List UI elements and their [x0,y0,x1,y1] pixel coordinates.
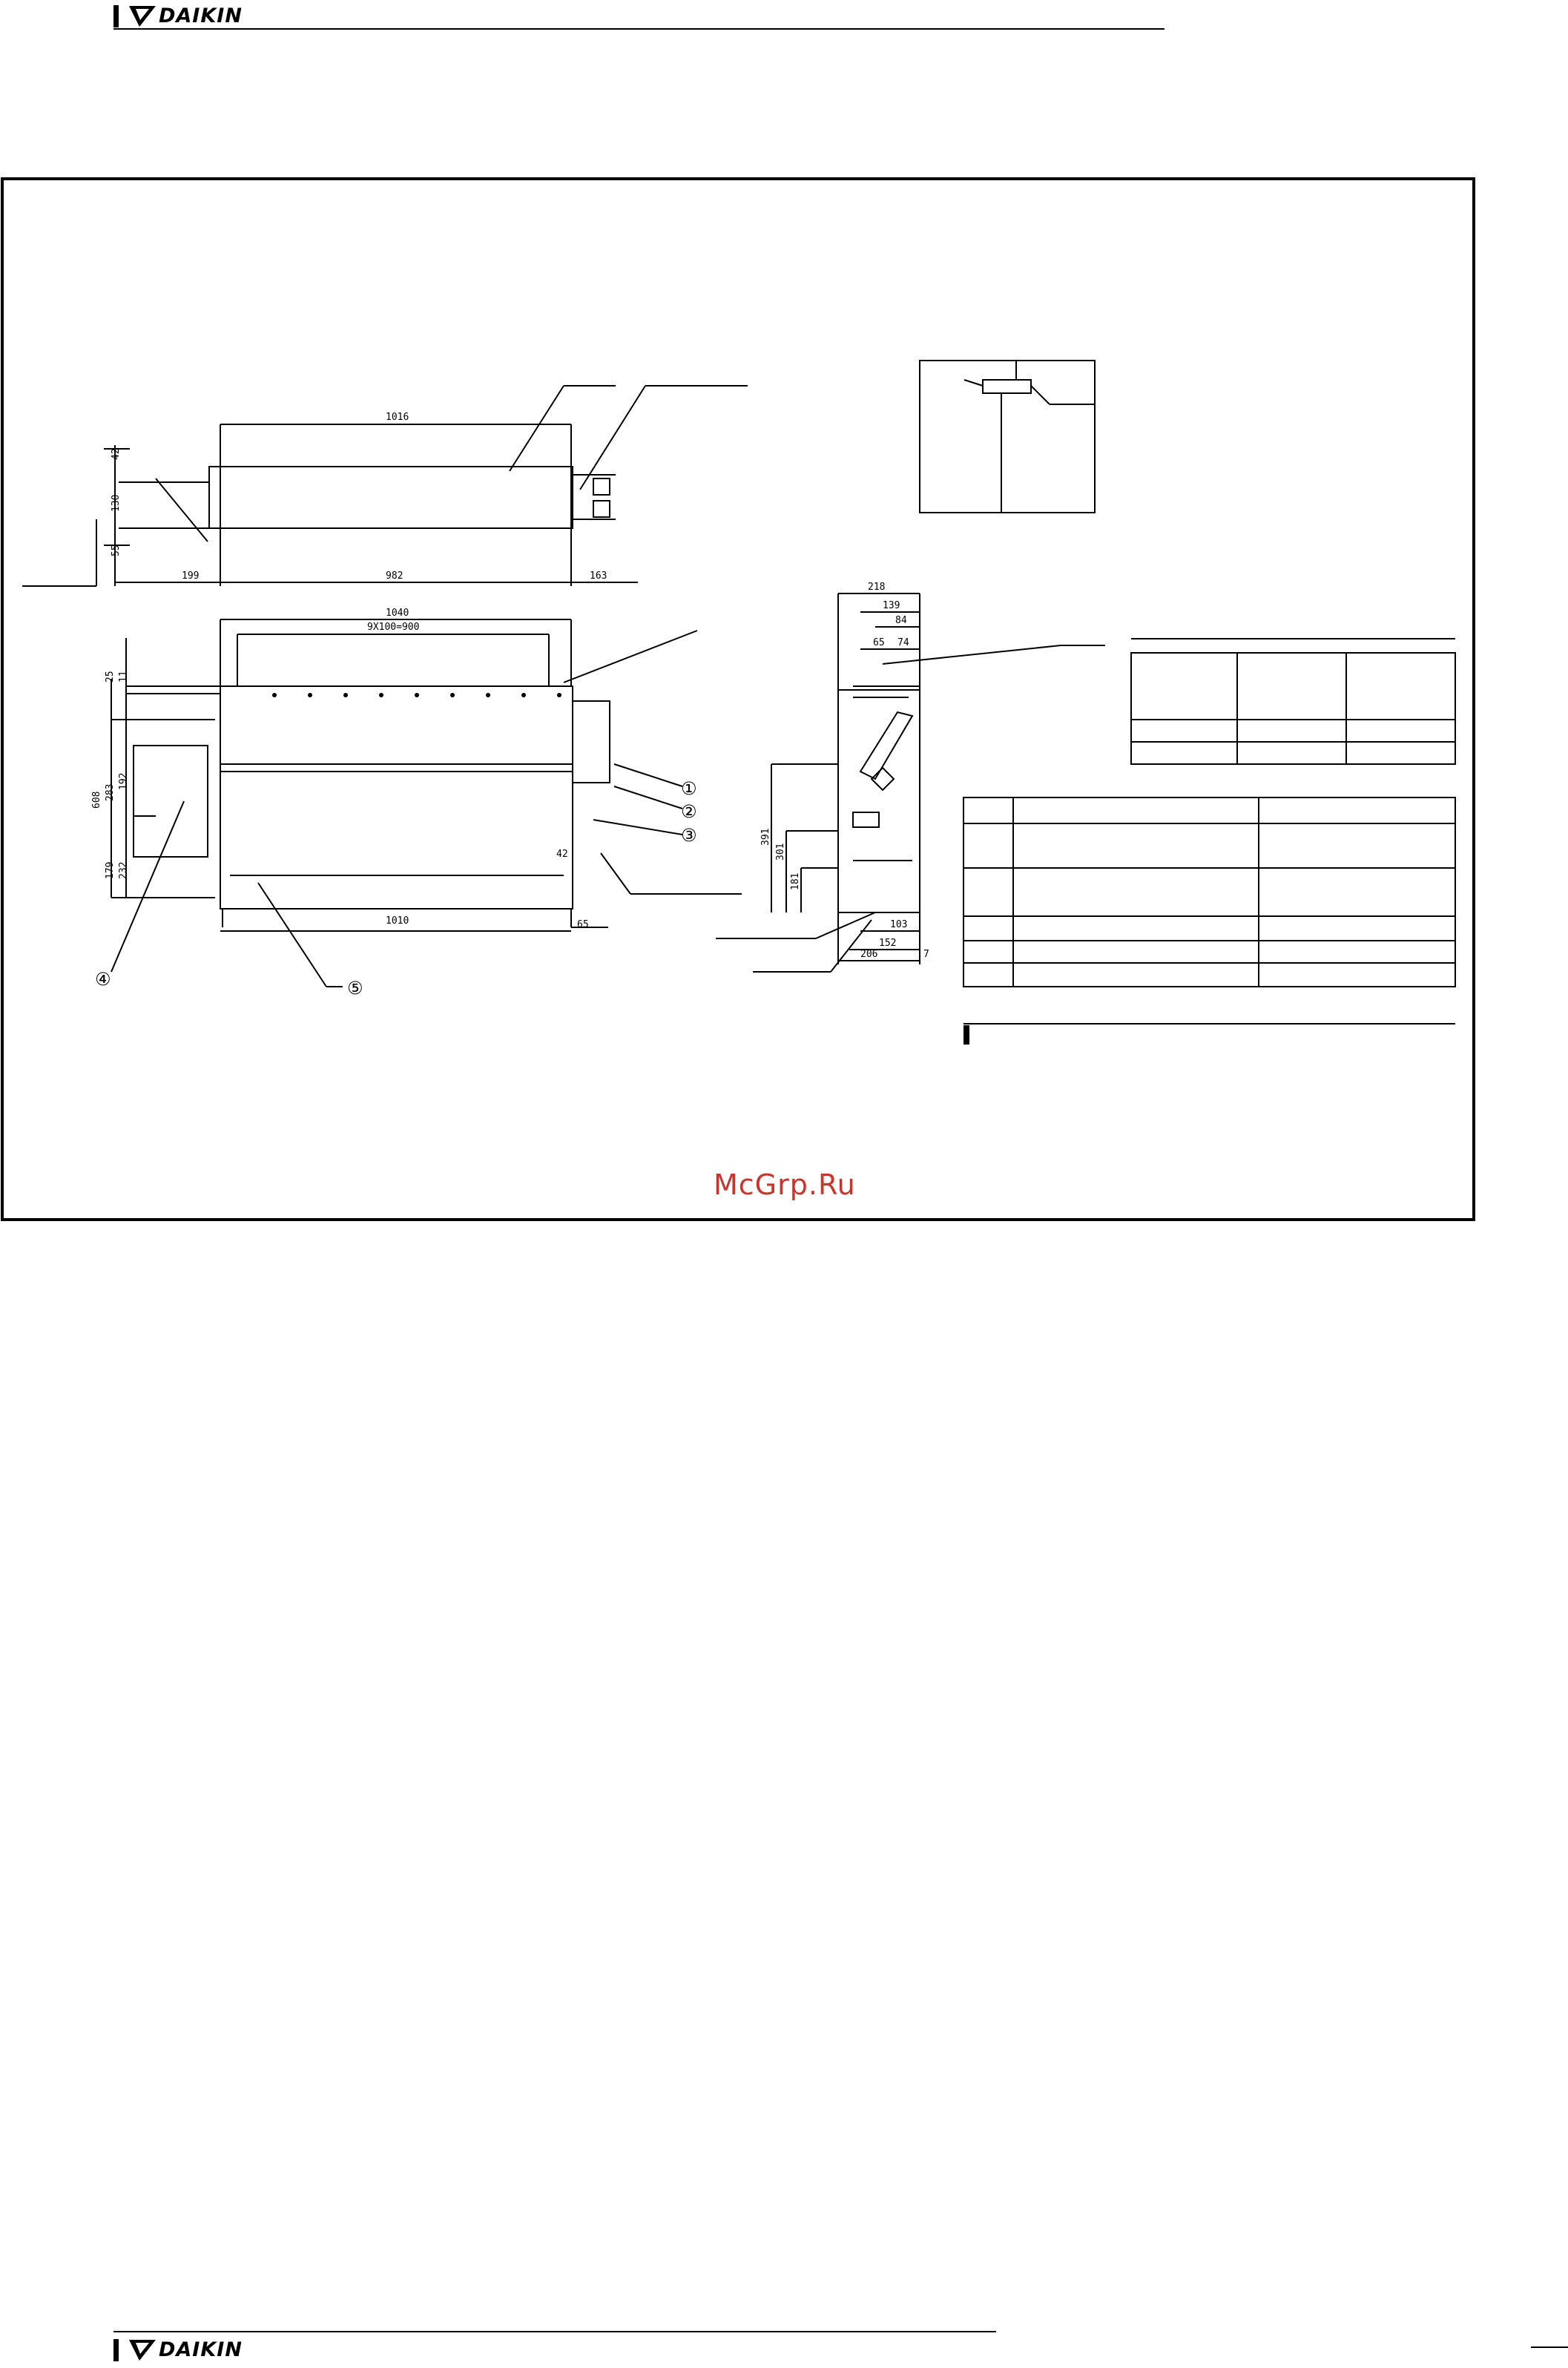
detail-box [920,361,1095,513]
callout-4: ④ [95,969,111,990]
footer-logo-bar [113,2339,119,2361]
dim-side-84: 84 [895,615,907,626]
callout-3: ③ [681,825,697,846]
daikin-logo-icon [129,2340,156,2361]
dim-side-7: 7 [923,949,929,960]
watermark: McGrp.Ru [714,1168,856,1201]
callout-5: ⑤ [347,978,363,999]
spec-table-2 [963,797,1455,987]
callout-2: ② [681,801,697,822]
dim-front-42: 42 [556,849,568,860]
footer-rule [113,2331,996,2332]
dim-front-65: 65 [577,919,589,930]
dim-front-width: 1040 [386,608,409,619]
dim-side-391: 391 [760,828,771,846]
dim-front-25: 25 [105,671,116,683]
top-view-body [209,467,573,528]
dim-side-301: 301 [775,843,786,861]
dim-top-b2: 982 [386,570,403,582]
dim-side-181: 181 [790,872,801,890]
dim-top-v2: 130 [111,494,122,512]
dim-front-11: 11 [118,671,129,683]
dim-front-283: 283 [105,783,116,801]
footer-logo [113,2338,243,2361]
dim-front-192: 192 [118,772,129,790]
dim-side-218: 218 [868,582,886,593]
dim-front-pitch: 9X100=900 [367,622,420,633]
dim-top-v1: 42 [111,448,122,460]
dim-side-152: 152 [879,938,897,949]
dim-side-139: 139 [883,600,900,611]
dim-top-v3: 55 [111,545,122,556]
spec-table-1 [1131,653,1455,764]
callout-1: ① [681,778,697,799]
dim-side-74: 74 [897,637,909,648]
dim-side-65: 65 [873,637,885,648]
dim-top-width: 1016 [386,412,409,423]
dim-top-b3: 163 [590,570,607,582]
dim-front-179: 179 [105,861,116,879]
dim-side-103: 103 [890,919,908,930]
dim-front-608: 608 [91,791,102,809]
dim-front-bottom: 1010 [386,915,409,927]
dim-side-206: 206 [860,949,878,960]
note-marker [963,1025,969,1045]
footer-brand-text: DAIKIN [159,2338,243,2361]
header-brand-text: DAIKIN [159,4,243,27]
drawing-frame [2,179,1474,1220]
dim-top-b1: 199 [182,570,200,582]
footer-page-marker [1531,2346,1568,2348]
dim-front-232: 232 [118,861,129,879]
